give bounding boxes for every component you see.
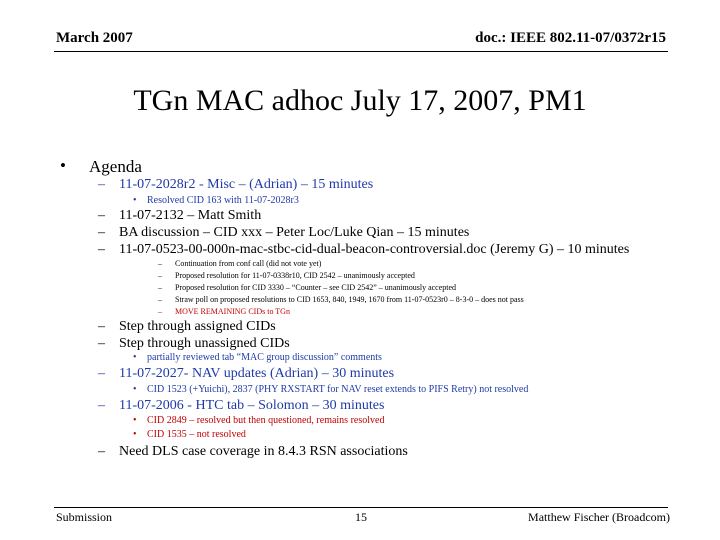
dash-bullet: – (158, 271, 162, 280)
agenda-subitem: MOVE REMAINING CIDs to TGn (175, 307, 290, 316)
dot-bullet: • (133, 429, 137, 440)
dash-bullet: – (158, 307, 162, 316)
agenda-item: Step through unassigned CIDs (119, 336, 290, 351)
agenda-subitem: partially reviewed tab “MAC group discussion” comments (147, 352, 382, 363)
agenda-subitem: Straw poll on proposed resolutions to CID 1653, 840, 1949, 1670 from 11-07-0523r0 – 8-3-0 – does not pass (175, 295, 524, 304)
agenda-item: Need DLS case coverage in 8.4.3 RSN associations (119, 444, 408, 459)
agenda-subitem: Proposed resolution for 11-07-0338r10, CID 2542 – unanimously accepted (175, 271, 415, 280)
footer-author: Matthew Fischer (Broadcom) (528, 510, 670, 524)
header-rule (54, 51, 668, 52)
dash-bullet: – (98, 444, 105, 459)
agenda-item: 11-07-2132 – Matt Smith (119, 208, 262, 223)
dash-bullet: – (98, 398, 105, 413)
header-date: March 2007 (56, 30, 133, 46)
footer-submission: Submission (56, 510, 113, 524)
dash-bullet: – (98, 366, 105, 381)
agenda-item: 11-07-2006 - HTC tab – Solomon – 30 minutes (119, 398, 385, 413)
dash-bullet: – (98, 319, 105, 334)
agenda-item: 11-07-2027- NAV updates (Adrian) – 30 minutes (119, 366, 395, 381)
agenda-subitem: Continuation from conf call (did not vote yet) (175, 259, 322, 268)
dash-bullet: – (98, 336, 105, 351)
agenda-item: Step through assigned CIDs (119, 319, 276, 334)
agenda-item: BA discussion – CID xxx – Peter Loc/Luke Qian – 15 minutes (119, 225, 470, 240)
dot-bullet: • (133, 352, 137, 363)
dash-bullet: – (98, 177, 105, 192)
footer-page-number: 15 (355, 510, 367, 524)
agenda-subitem: CID 2849 – resolved but then questioned, remains resolved (147, 415, 385, 426)
agenda-subitem: Resolved CID 163 with 11-07-2028r3 (147, 195, 299, 206)
dash-bullet: – (98, 242, 105, 257)
agenda-heading: Agenda (89, 157, 142, 176)
dash-bullet: – (158, 283, 162, 292)
agenda-subitem: Proposed resolution for CID 3330 – “Counter – see CID 2542” – unanimously accepted (175, 283, 457, 292)
dot-bullet: • (133, 415, 137, 426)
dash-bullet: – (158, 295, 162, 304)
agenda-subitem: CID 1535 – not resolved (147, 429, 246, 440)
footer-rule (54, 507, 668, 508)
agenda-item: 11-07-2028r2 - Misc – (Adrian) – 15 minutes (119, 177, 374, 192)
bullet-l1: • (60, 156, 66, 175)
dot-bullet: • (133, 195, 137, 206)
dot-bullet: • (133, 384, 137, 395)
agenda-item: 11-07-0523-00-000n-mac-stbc-cid-dual-beacon-controversial.doc (Jeremy G) – 10 minutes (119, 242, 630, 257)
dash-bullet: – (98, 225, 105, 240)
slide-title: TGn MAC adhoc July 17, 2007, PM1 (133, 84, 587, 117)
header-doc-id: doc.: IEEE 802.11-07/0372r15 (475, 30, 666, 46)
dash-bullet: – (158, 259, 162, 268)
agenda-subitem: CID 1523 (+Yuichi), 2837 (PHY RXSTART for NAV reset extends to PIFS Retry) not resolved (147, 384, 529, 395)
dash-bullet: – (98, 208, 105, 223)
